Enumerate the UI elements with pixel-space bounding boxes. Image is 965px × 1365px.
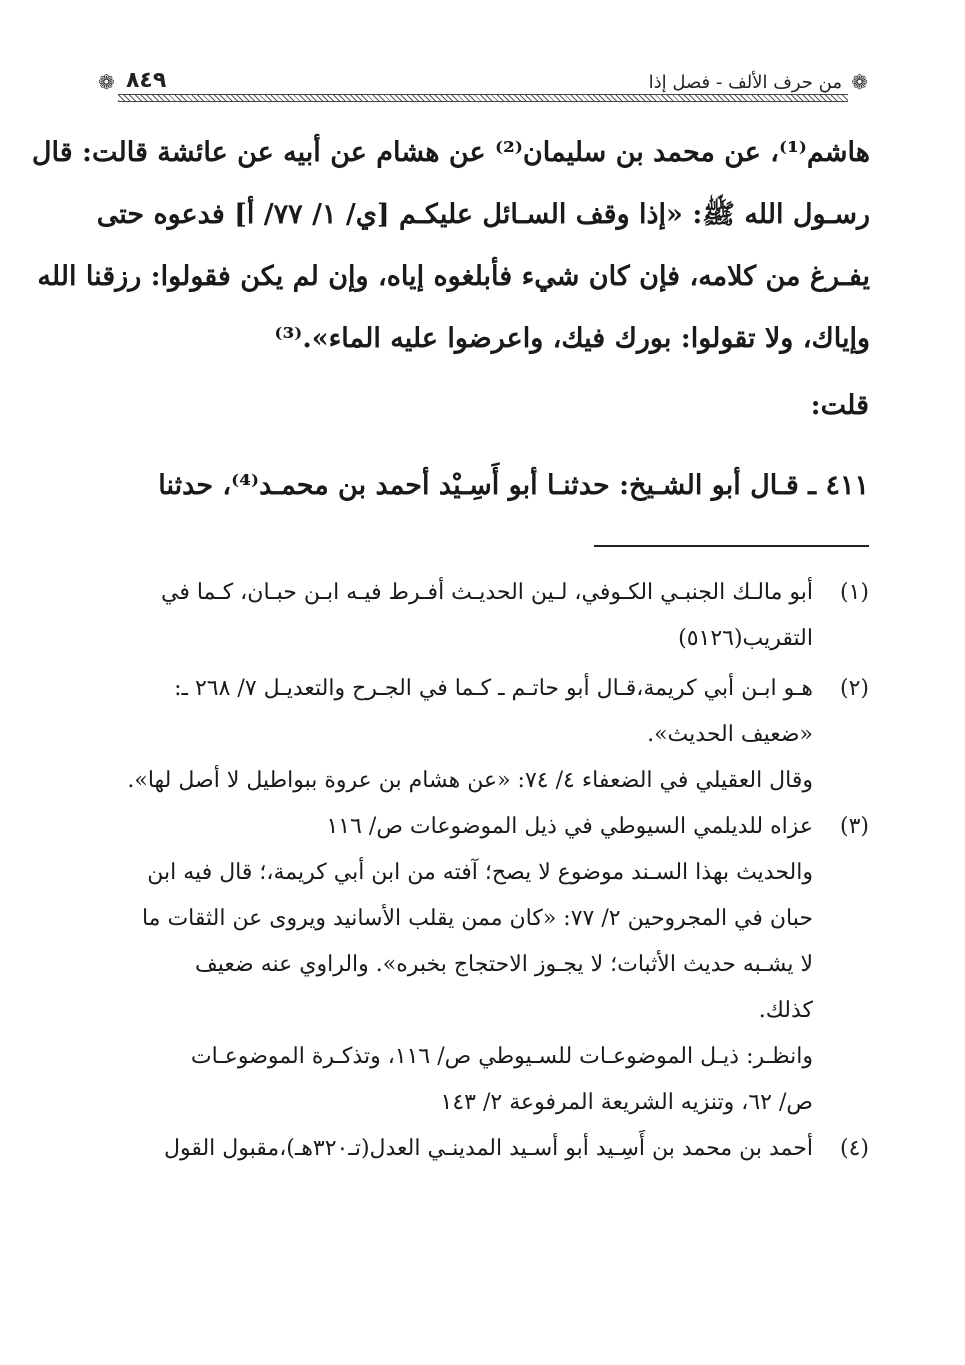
footnote-text: وانظـر: ذيـل الموضوعـات للسـيوطي ص/ ١١٦، وتذكـرة الموضوعـات	[190, 1044, 813, 1069]
footnotes	[99, 570, 869, 1172]
footnote-divider	[594, 545, 869, 547]
page-number: ٨٤٩	[126, 68, 167, 93]
footnote-text: أحمد بن محمد بن أَسِـيد أبو أسـيد المدينـي العدل(تـ٣٢٠هـ)،مقبول القول	[164, 1136, 813, 1161]
text-line: وإياك، ولا تقولوا: بورك فيك، واعرضوا عليه الماء».⁽³⁾	[274, 323, 870, 354]
page-header	[98, 62, 868, 102]
footnote-text: كذلك.	[758, 998, 813, 1023]
footnote-text: لا يشـبه حديث الأثبات؛ لا يجـوز الاحتجاج بخبره». والراوي عنه ضعيف	[195, 952, 813, 977]
footnote-text: عزاه للديلمي السيوطي في ذيل الموضوعات ص/ ١١٦	[326, 814, 813, 839]
section-heading: قلت:	[810, 390, 869, 421]
footnote-text: ص/ ٦٢، وتنزيه الشريعة المرفوعة ٢/ ١٤٣	[440, 1090, 813, 1115]
hadith-text-line: ٤١١ ـ قـال أبو الشـيخ: حدثنـا أبو أَسِـيْد أحمد بن محمـد⁽⁴⁾، حدثنا	[158, 470, 869, 501]
text-line: هاشم⁽¹⁾، عن محمد بن سليمان⁽²⁾ عن هشام عن أبيه عن عائشة قالت: قال	[31, 137, 870, 168]
header-divider	[118, 94, 848, 102]
footnote-1	[99, 570, 869, 662]
footnote-4	[99, 1126, 869, 1172]
footnote-text: هـو ابـن أبي كريمة،قـال أبو حاتـم ـ كـما في الجـرح والتعديـل ٧/ ٢٦٨ ـ:	[174, 676, 813, 701]
footnote-text: وقال العقيلي في الضعفاء ٤/ ٧٤: «عن هشام بن عروة ببواطيل لا أصل لها».	[127, 768, 813, 793]
flower-ornament-icon: ❁	[98, 70, 115, 94]
footnote-text: «ضعيف الحديث».	[647, 722, 813, 747]
flower-ornament-icon: ❁	[851, 70, 868, 94]
text-line: يفـرغ من كلامه، فإن كان شيء فأبلغوه إياه، وإن لم يكن فقولوا: رزقنا الله	[37, 261, 870, 292]
footnote-number: (١)	[839, 580, 869, 605]
footnote-number: (٤)	[839, 1136, 869, 1161]
footnote-3	[99, 804, 869, 1126]
footnote-text: أبو مالـك الجنبـي الكـوفي، لـين الحديـث أفـرط فيـه ابـن حبـان، كـما في	[161, 580, 813, 605]
footnote-2	[99, 666, 869, 804]
footnote-number: (٣)	[839, 814, 869, 839]
chapter-title: من حرف الألف - فصل إذا	[648, 72, 842, 93]
footnote-text: التقريب(٥١٢٦)	[678, 626, 813, 651]
footnote-text: والحديث بهذا السـند موضوع لا يصح؛ آفته من ابن أبي كريمة،؛ قال فيه ابن	[147, 860, 813, 885]
footnote-number: (٢)	[839, 676, 869, 701]
main-text	[31, 122, 870, 370]
footnote-text: حبان في المجروحين ٢/ ٧٧: «كان ممن يقلب الأسانيد ويروى عن الثقات ما	[141, 906, 813, 931]
text-line: رسـول الله ﷺ: «إذا وقف السـائل عليكـم [ي/ ١/ ٧٧/ أ] فدعوه حتى	[96, 199, 870, 230]
